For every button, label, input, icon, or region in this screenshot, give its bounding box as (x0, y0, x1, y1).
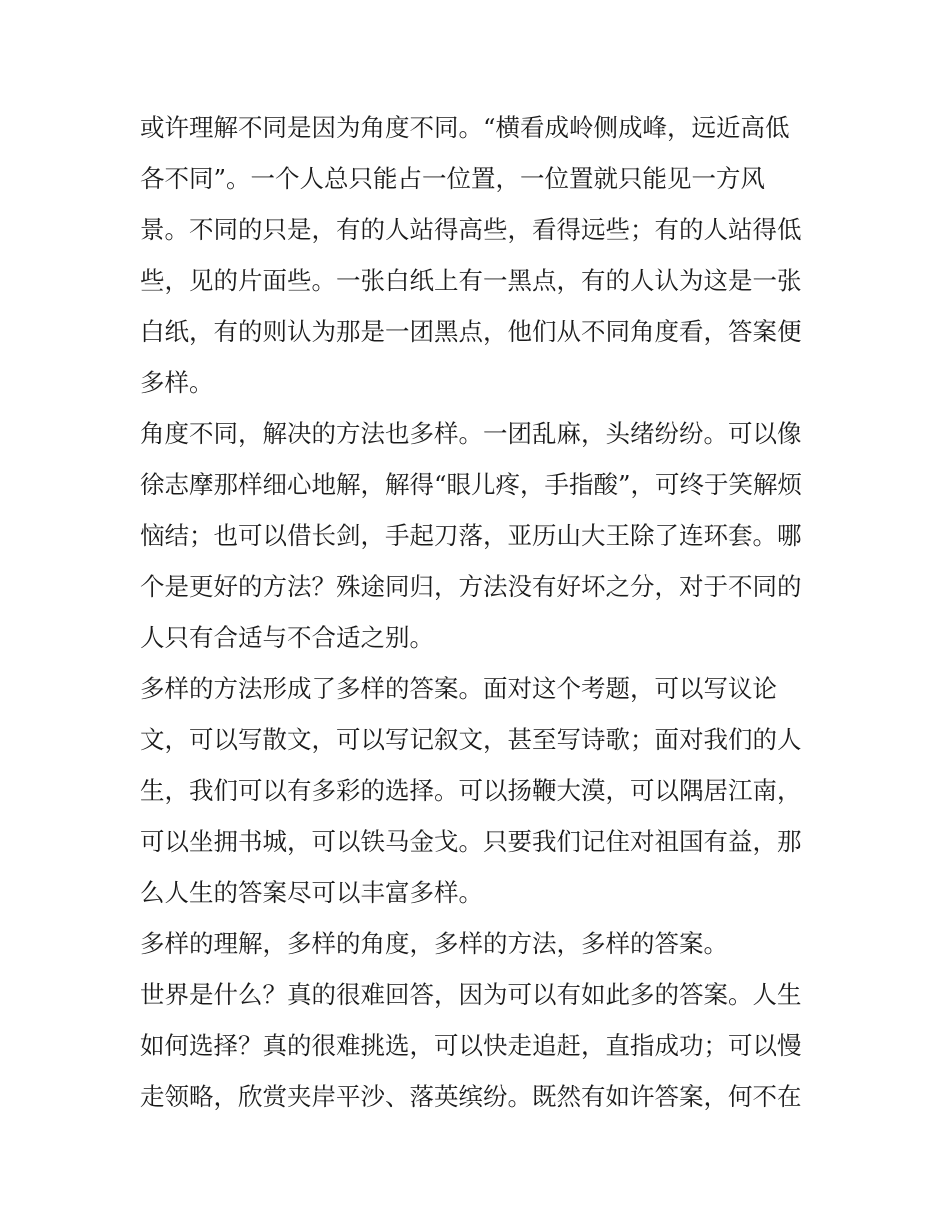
text-line: 多样。 (140, 368, 214, 397)
text-line: 么人生的答案尽可以丰富多样。 (140, 878, 483, 907)
text-line: 角度不同，解决的方法也多样。一团乱麻，头绪纷纷。可以像 (140, 419, 802, 448)
text-line: 些，见的片面些。一张白纸上有一黑点，有的人认为这是一张 (140, 266, 802, 295)
text-line: 或许理解不同是因为角度不同。“横看成岭侧成峰，远近高低 (140, 113, 790, 142)
text-line: 可以坐拥书城，可以铁马金戈。只要我们记住对祖国有益，那 (140, 827, 802, 856)
text-line: 人只有合适与不合适之别。 (140, 623, 434, 652)
text-line: 生，我们可以有多彩的选择。可以扬鞭大漠，可以隅居江南， (140, 776, 802, 805)
text-line: 恼结；也可以借长剑，手起刀落，亚历山大王除了连环套。哪 (140, 521, 802, 550)
text-line: 多样的理解，多样的角度，多样的方法，多样的答案。 (140, 929, 728, 958)
essay-text (140, 102, 820, 1122)
text-line: 个是更好的方法？殊途同归，方法没有好坏之分，对于不同的 (140, 572, 802, 601)
text-line: 徐志摩那样细心地解，解得“眼儿疼，手指酸”，可终于笑解烦 (140, 470, 803, 499)
text-line: 白纸，有的则认为那是一团黑点，他们从不同角度看，答案便 (140, 317, 802, 346)
text-line: 景。不同的只是，有的人站得高些，看得远些；有的人站得低 (140, 215, 802, 244)
text-line: 走领略，欣赏夹岸平沙、落英缤纷。既然有如许答案，何不在 (140, 1082, 802, 1111)
text-line: 文，可以写散文，可以写记叙文，甚至写诗歌；面对我们的人 (140, 725, 802, 754)
text-line: 各不同”。一个人总只能占一位置，一位置就只能见一方风 (140, 164, 766, 193)
text-line: 多样的方法形成了多样的答案。面对这个考题，可以写议论 (140, 674, 777, 703)
text-line: 如何选择？真的很难挑选，可以快走追赶，直指成功；可以慢 (140, 1031, 802, 1060)
text-line: 世界是什么？真的很难回答，因为可以有如此多的答案。人生 (140, 980, 802, 1009)
